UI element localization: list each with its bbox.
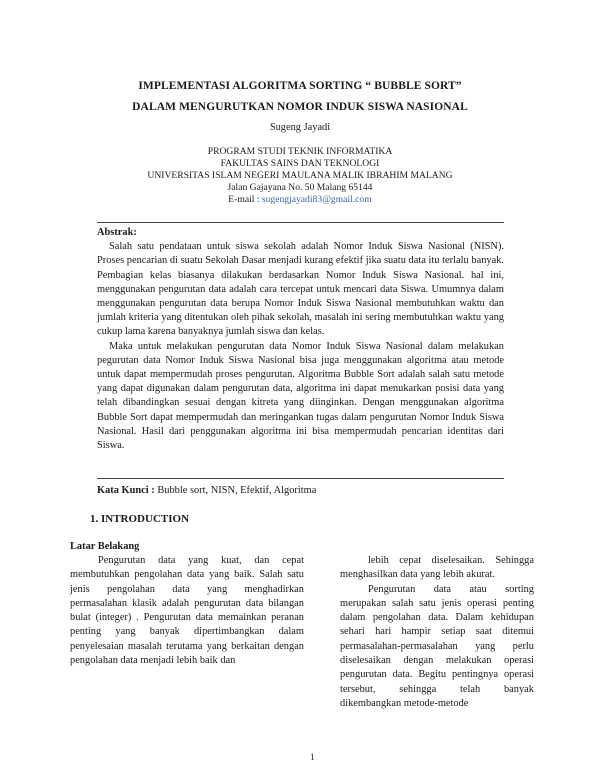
paper-title-line-1: IMPLEMENTASI ALGORITMA SORTING “ BUBBLE SORT” — [138, 80, 462, 92]
abstract-heading: Abstrak: — [97, 227, 137, 238]
right-column — [340, 554, 534, 711]
subsection-heading: Latar Belakang — [70, 541, 140, 552]
abstract-paragraph-2: Maka untuk melakukan pengurutan data Nomor Induk Siswa Nasional dalam melakukan pegurutan data Nomor Induk Siswa Nasional bisa juga menggunakan algoritma atau metode untuk dapat mempermudah proses pengurutan. Algoritma Bubble Sort adalah salah satu metode yang dapat digunakan dalam pengurutan data, algoritma ini dapat menukarkan posisi data yang telah dibandingkan sesuai dengan kitreta yang diinginkan. Dengan menggunakan algoritma Bubble Sort dapat mempermudah dan meringankan tugas dalam pengurutan Nomor Induk Siswa Nasional. Hasil dari penggunakan algoritma ini bisa mempermudah pencarian identitas dari Siswa. — [97, 340, 504, 452]
email-link[interactable]: sugengjayadi83@gmail.com — [261, 194, 372, 205]
abstract-block — [97, 226, 504, 453]
page-number: 1 — [310, 752, 315, 762]
keywords-value: Bubble sort, NISN, Efektif, Algoritma — [157, 485, 317, 496]
left-column-paragraph: Pengurutan data yang kuat, dan cepat membutuhkan pengolahan data yang baik. Salah satu jenis pengolahan data yang menghadirkan permasalahan klasik adalah pengurutan data bilangan bulat (integer) . Pengurutan data memainkan peranan penting yang banyak dipertimbangkan dalam penyelesaian masalah terutama yang berkaitan dengan pengolahan data menjadi lebih baik dan — [70, 555, 304, 667]
right-column-paragraph: Pengurutan data atau sorting merupakan salah satu jenis operasi penting dalam pengolahan data. Dalam kehidupan sehari hari hampir setiap saat ditemui permasalahan-permasalahan yang perlu diselesaikan dengan melakukan operasi pengurutan data. Begitu pentingnya operasi tersebut, sehingga telah banyak dikembangkan metode-metode — [340, 583, 534, 709]
email-line — [0, 194, 600, 206]
paper-title-line-2: DALAM MENGURUTKAN NOMOR INDUK SISWA NASIONAL — [132, 101, 468, 113]
left-column — [70, 554, 304, 668]
affiliation-line: PROGRAM STUDI TEKNIK INFORMATIKA — [207, 146, 393, 157]
abstract-paragraph-1: Salah satu pendataan untuk siswa sekolah adalah Nomor Induk Siswa Nasional (NISN). Proses pencarian di suatu Sekolah Dasar menjadi kurang efektif jika suatu data itu terlalu banyak. Pembagian kelas biasanya dilakukan berdasarkan Nomor Induk Siswa Nasional. hal ini, menggunakan pengurutan data adalah cara tercepat untuk mencari data Siswa. Umumnya dalam menggunakan pengurutan data berupa Nomor Induk Siswa Nasional membutuhkan waktu dan jumlah kriteria yang ditentukan oleh pihak sekolah, masalah ini sering membutuhkan waktu yang cukup lama karena banyaknya jumlah siswa dan kelas. — [97, 241, 504, 338]
affiliation-line: Jalan Gajayana No. 50 Malang 65144 — [227, 182, 373, 193]
affiliation-line: UNIVERSITAS ISLAM NEGERI MAULANA MALIK IBRAHIM MALANG — [147, 170, 453, 181]
keywords-line — [97, 485, 504, 496]
abstract-top-rule — [97, 222, 504, 223]
section-heading-introduction: 1. INTRODUCTION — [90, 513, 190, 525]
keywords-label: Kata Kunci : — [97, 485, 158, 496]
author-name: Sugeng Jayadi — [269, 122, 331, 133]
affiliation-block — [0, 146, 600, 206]
abstract-bottom-rule — [97, 478, 504, 479]
affiliation-line: FAKULTAS SAINS DAN TEKNOLOGI — [220, 158, 380, 169]
email-label: E-mail : — [228, 194, 262, 205]
right-column-continuation: lebih cepat diselesaikan. Sehingga menghasilkan data yang lebih akurat. — [340, 555, 534, 581]
